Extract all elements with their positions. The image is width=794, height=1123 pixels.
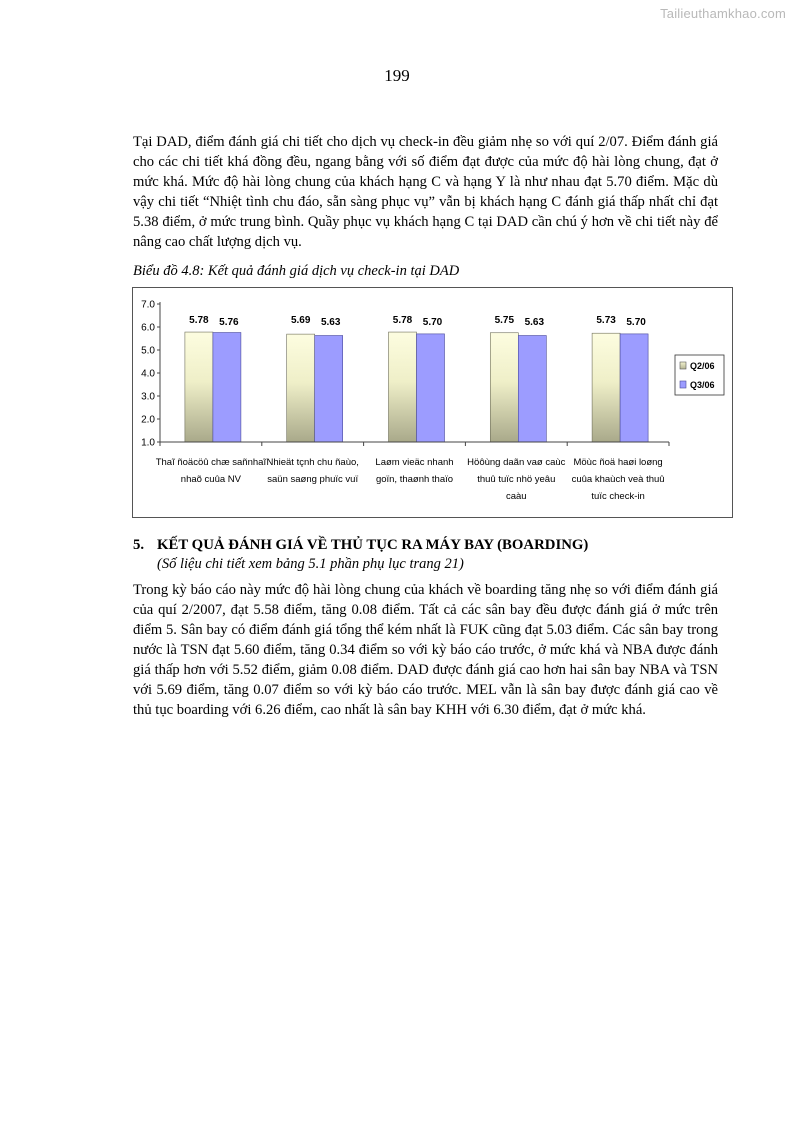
data-label-q2-06: 5.69 xyxy=(290,315,311,326)
legend-label-q3-06: Q3/06 xyxy=(690,380,715,390)
data-label-q2-06: 5.73 xyxy=(596,315,616,326)
bar-q2-06 xyxy=(185,332,213,442)
x-category-label: tuïc check-in xyxy=(591,491,645,502)
page-number: 199 xyxy=(384,66,410,85)
chart-canvas xyxy=(133,288,732,517)
x-category-label: cuûa khaùch veà thuû xyxy=(571,474,665,485)
data-label-q2-06: 5.78 xyxy=(189,315,209,326)
intro-paragraph: Tại DAD, điểm đánh giá chi tiết cho dịch vụ check-in đều giảm nhẹ so với quí 2/07. Điểm đánh giá cho các chi tiết khá đồng đều, ngang bằng với số điểm đạt được của mức độ hài lòng chung, đạt ở mức khá. Mức độ hài lòng chung của khách hạng C và hạng Y là như nhau đạt 5.70 điểm. Mặc dù vậy chi tiết “Nhiệt tình chu đáo, sẵn sàng phục vụ” vẫn bị khách hạng C đánh giá thấp nhất chỉ đạt 5.38 điểm, ở mức trung bình. Quầy phục vụ khách hạng C tại DAD cần chú ý hơn về chi tiết này để nâng cao chất lượng dịch vụ. xyxy=(133,134,718,250)
y-tick-label: 2.0 xyxy=(141,414,155,426)
x-category-label: goïn, thaønh thaïo xyxy=(375,474,454,485)
checkin-chart xyxy=(132,287,733,518)
x-category-label: nhaõ cuûa NV xyxy=(180,474,242,485)
x-category-label: Laøm vieäc nhanh xyxy=(375,457,454,468)
section-note: (Số liệu chi tiết xem bảng 5.1 phần phụ lục trang 21) xyxy=(157,556,464,572)
data-label-q3-06: 5.63 xyxy=(320,317,341,328)
y-tick-label: 1.0 xyxy=(141,437,155,449)
legend-label-q2-06: Q2/06 xyxy=(690,361,715,371)
y-tick-label: 7.0 xyxy=(141,299,155,311)
boarding-paragraph: Trong kỳ báo cáo này mức độ hài lòng chung của khách về boarding tăng nhẹ so với điểm đánh giá của quí 2/2007, đạt 5.58 điểm, tăng 0.08 điểm. Tất cả các sân bay đều được đánh giá ở mức trên điểm 5. Sân bay có điểm đánh giá tổng thể kém nhất là FUK cũng đạt 5.03 điểm. Các sân bay trong nước là TSN đạt 5.60 điểm, tăng 0.34 điểm so với kỳ báo cáo trước, ở mức khá và NBA được đánh giá thấp hơn với 5.52 điểm, giảm 0.08 điểm. DAD được đánh giá cao hơn hai sân bay NBA và TSN với 5.69 điểm, tăng 0.07 điểm so với kỳ báo cáo trước. MEL vẫn là sân bay được đánh giá cao về thủ tục boarding với 6.26 điểm, cao nhất là sân bay KHH với 6.30 điểm, đạt ở mức khá. xyxy=(133,582,718,718)
section-number: 5. xyxy=(133,537,145,553)
bar-q2-06 xyxy=(592,333,620,442)
data-label-q3-06: 5.70 xyxy=(422,317,443,328)
bar-q3-06 xyxy=(315,336,343,442)
bar-q2-06 xyxy=(490,333,518,442)
bar-q2-06 xyxy=(389,332,417,442)
bar-q2-06 xyxy=(287,334,315,442)
section-heading xyxy=(133,537,588,554)
legend-swatch-q2-06 xyxy=(680,362,686,369)
x-category-label: caàu xyxy=(505,491,527,502)
data-label-q3-06: 5.76 xyxy=(219,317,239,328)
data-label-q2-06: 5.78 xyxy=(392,315,413,326)
y-tick-label: 3.0 xyxy=(141,391,155,403)
data-label-q3-06: 5.70 xyxy=(626,317,646,328)
legend-swatch-q3-06 xyxy=(680,381,686,388)
section-title: KẾT QUẢ ĐÁNH GIÁ VỀ THỦ TỤC RA MÁY BAY (BOARDING) xyxy=(157,537,589,553)
y-tick-label: 5.0 xyxy=(141,345,155,357)
x-category-label: Nhieät tçnh chu ñaùo, xyxy=(266,457,359,468)
chart-caption: Biểu đồ 4.8: Kết quả đánh giá dịch vụ check-in tại DAD xyxy=(133,263,460,279)
watermark: Tailieuthamkhao.com xyxy=(660,6,786,21)
bar-q3-06 xyxy=(417,334,445,442)
data-label-q3-06: 5.63 xyxy=(524,317,545,328)
x-category-label: Höôùng daãn vaø caùc xyxy=(467,457,566,468)
bar-q3-06 xyxy=(620,334,648,442)
x-category-label: Möùc ñoä haøi loøng xyxy=(573,457,663,468)
y-tick-label: 6.0 xyxy=(141,322,155,334)
x-category-label: Thaĩ ñoäcöû chæ sañnhaĩ xyxy=(155,457,267,468)
x-category-label: thuû tuïc nhö yeâu xyxy=(477,474,556,485)
y-tick-label: 4.0 xyxy=(141,368,155,380)
bar-q3-06 xyxy=(213,333,241,442)
bar-q3-06 xyxy=(518,336,546,442)
data-label-q2-06: 5.75 xyxy=(494,315,515,326)
x-category-label: saün saøng phuïc vuï xyxy=(267,474,359,485)
